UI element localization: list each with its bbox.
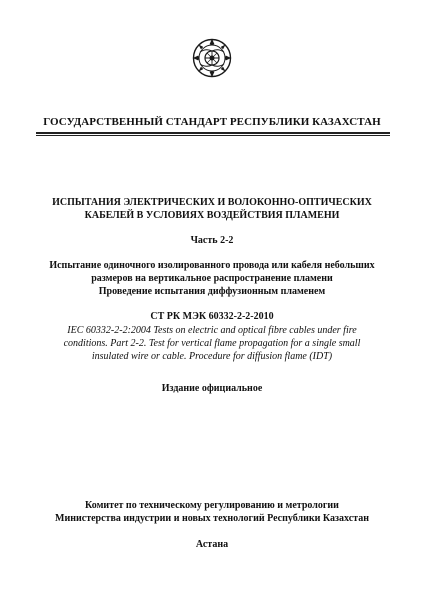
issuing-committee-line-2: Министерства индустрии и новых технологий Республики Казахстан [55,513,369,524]
document-subtitle-line-3: Проведение испытания диффузионным пламенем [98,286,326,297]
document-subtitle [20,259,404,298]
issuing-committee [20,499,404,525]
standard-code: СТ РК МЭК 60332-2-2-2010 [150,311,274,322]
iec-reference-line-3: insulated wire or cable. Procedure for diffusion flame (IDT) [91,351,333,362]
document-part: Часть 2-2 [190,235,234,246]
iec-reference [30,324,394,363]
document-title-line-2: КАБЕЛЕЙ В УСЛОВИЯХ ВОЗДЕЙСТВИЯ ПЛАМЕНИ [84,210,340,221]
header-divider-thick [36,132,390,134]
kazakhstan-state-emblem-icon [192,38,232,78]
document-title [20,196,404,222]
publication-city: Астана [195,539,229,550]
iec-reference-line-1: IEC 60332-2-2:2004 Tests on electric and optical fibre cables under fire [67,325,357,336]
state-standard-header: ГОСУДАРСТВЕННЫЙ СТАНДАРТ РЕСПУБЛИКИ КАЗАХСТАН [43,116,381,128]
document-subtitle-line-1: Испытание одиночного изолированного провода или кабеля небольших [49,260,375,271]
document-subtitle-line-2: размеров на вертикальное распространение пламени [91,273,333,284]
header-divider-thin [36,135,390,136]
document-title-line-1: ИСПЫТАНИЯ ЭЛЕКТРИЧЕСКИХ И ВОЛОКОННО-ОПТИЧЕСКИХ [52,197,372,208]
iec-reference-line-2: conditions. Part 2-2. Test for vertical flame propagation for a single small [63,338,361,349]
issuing-committee-line-1: Комитет по техническому регулированию и метрологии [85,500,339,511]
official-edition-label: Издание официальное [161,383,263,394]
